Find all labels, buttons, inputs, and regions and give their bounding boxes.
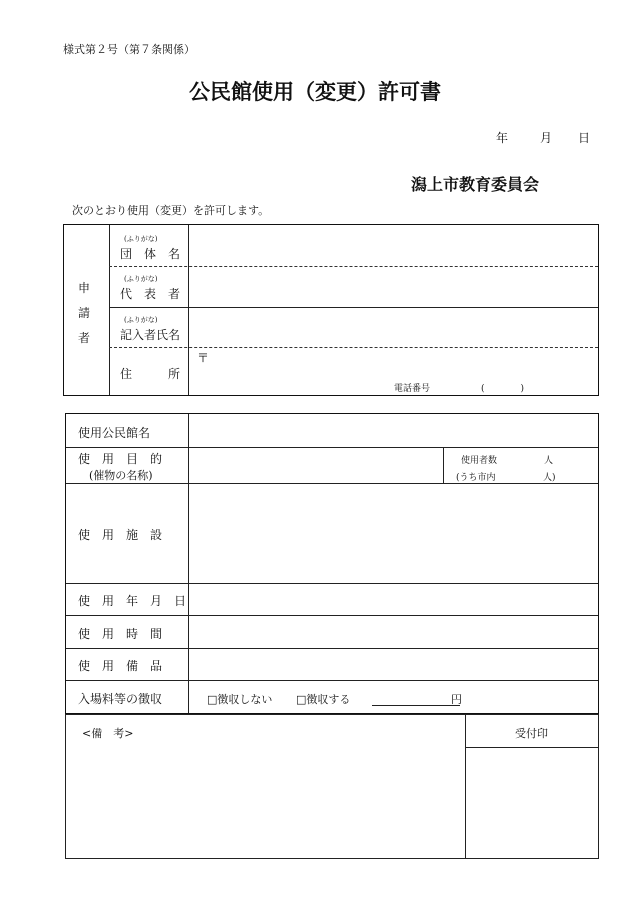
date-day: 日 — [578, 131, 591, 145]
section-label-3: 者 — [78, 331, 91, 345]
applicant-table — [63, 224, 599, 396]
representative-label: 代 表 者 — [120, 287, 181, 301]
postal-mark: 〒 — [197, 351, 210, 365]
users-city-label: (うち市内 — [456, 473, 496, 483]
furigana-org: (ふりがな) — [124, 235, 158, 243]
writer-name-field[interactable] — [190, 309, 596, 346]
equipment-field[interactable] — [190, 650, 596, 679]
remarks-label: <備 考> — [82, 727, 134, 740]
representative-field[interactable] — [190, 268, 596, 306]
phone-label: 電話番号 — [394, 384, 431, 394]
remarks-table — [65, 714, 599, 859]
facility-field[interactable] — [190, 485, 596, 582]
phone-parens: ( ) — [481, 384, 525, 394]
reception-stamp-label: 受付印 — [515, 727, 548, 740]
writer-name-label: 記入者氏名 — [120, 328, 181, 342]
date-field[interactable] — [190, 585, 596, 614]
section-label-2: 請 — [78, 306, 91, 320]
time-label: 使 用 時 間 — [78, 627, 163, 641]
time-field[interactable] — [190, 617, 596, 647]
fee-label: 入場料等の徴収 — [78, 692, 163, 706]
users-count-label: 使用者数 — [461, 456, 498, 466]
date-month: 月 — [540, 131, 553, 145]
address-label: 住 所 — [120, 367, 181, 381]
purpose-field[interactable] — [190, 449, 442, 482]
fee-no-checkbox[interactable]: □徴収しない — [207, 693, 273, 706]
facility-label: 使 用 施 設 — [78, 528, 163, 542]
form-number: 様式第２号（第７条関係） — [63, 43, 195, 56]
org-name-field[interactable] — [190, 227, 596, 265]
users-unit: 人 — [544, 456, 554, 466]
fee-amount-underline[interactable] — [372, 705, 460, 706]
date-label: 使 用 年 月 日 — [78, 594, 187, 608]
page-title: 公民館使用（変更）許可書 — [189, 79, 441, 104]
equipment-label: 使 用 備 品 — [78, 659, 163, 673]
fee-yes-checkbox[interactable]: □徴収する — [296, 693, 351, 706]
fee-unit: 円 — [451, 693, 462, 706]
furigana-rep: (ふりがな) — [124, 275, 158, 283]
remarks-field[interactable] — [68, 743, 463, 855]
org-name-label: 団 体 名 — [120, 247, 181, 261]
purpose-sub-label: (催物の名称) — [89, 469, 153, 482]
furigana-writer: (ふりがな) — [124, 316, 158, 324]
intro-text: 次のとおり使用（変更）を許可します。 — [72, 204, 270, 217]
date-year: 年 — [496, 131, 509, 145]
section-label-1: 申 — [78, 281, 91, 295]
purpose-label: 使 用 目 的 — [78, 452, 163, 466]
hall-name-label: 使用公民館名 — [78, 426, 151, 440]
usage-table — [65, 413, 599, 714]
users-city-unit: 人) — [543, 473, 556, 483]
issuer-name: 潟上市教育委員会 — [410, 175, 539, 194]
hall-name-field[interactable] — [190, 416, 596, 446]
address-field[interactable] — [190, 349, 596, 393]
